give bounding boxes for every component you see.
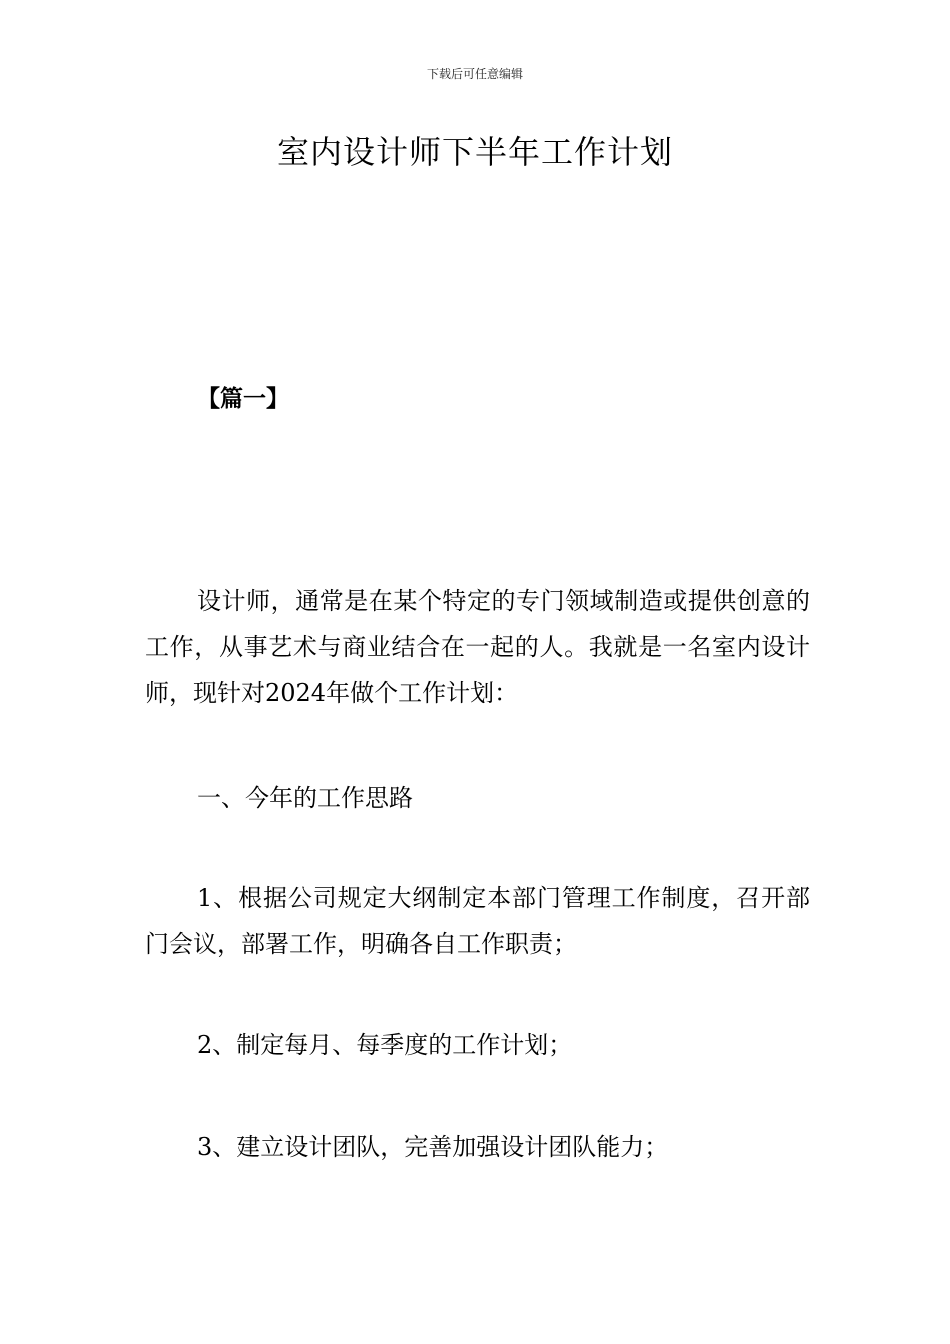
section-label: 【篇一】 bbox=[197, 385, 289, 412]
document-title: 室内设计师下半年工作计划 bbox=[276, 133, 673, 171]
list-item: 2、制定每月、每季度的工作计划； bbox=[197, 1031, 573, 1059]
list-item: 1、根据公司规定大纲制定本部门管理工作制度，召开部门会议，部署工作，明确各自工作职责； bbox=[145, 884, 810, 958]
work-approach-heading: 一、今年的工作思路 bbox=[197, 784, 413, 812]
intro-paragraph: 设计师，通常是在某个特定的专门领域制造或提供创意的工作，从事艺术与商业结合在一起的人。我就是一名室内设计师，现针对2024年做个工作计划： bbox=[145, 587, 810, 707]
list-item: 3、建立设计团队，完善加强设计团队能力； bbox=[197, 1133, 669, 1161]
header-note: 下载后可任意编辑 bbox=[426, 67, 523, 81]
